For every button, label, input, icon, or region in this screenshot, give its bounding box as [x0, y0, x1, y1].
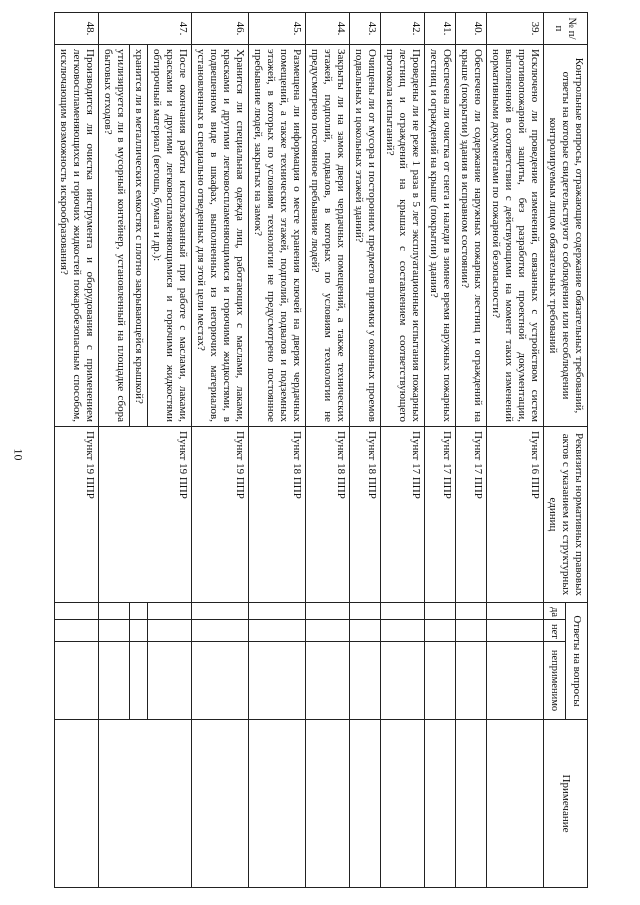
answer-no-cell[interactable] — [99, 620, 130, 642]
note-cell[interactable] — [350, 720, 381, 888]
answer-yes-cell[interactable] — [148, 603, 192, 620]
answer-na-cell[interactable] — [425, 642, 456, 720]
header-na: неприменимо — [544, 642, 566, 720]
checklist-table — [54, 12, 588, 888]
answer-na-cell[interactable] — [487, 642, 544, 720]
answer-na-cell[interactable] — [381, 642, 425, 720]
page-number: 10 — [11, 448, 26, 461]
answer-yes-cell[interactable] — [99, 603, 130, 620]
row-number: 44. — [306, 13, 350, 45]
answer-yes-cell[interactable] — [381, 603, 425, 620]
answer-yes-cell[interactable] — [249, 603, 306, 620]
row-number: 43. — [350, 13, 381, 45]
table-row — [350, 13, 381, 888]
table-row — [192, 13, 249, 888]
row-number: 42. — [381, 13, 425, 45]
table-row — [456, 13, 487, 888]
row-number: 48. — [55, 13, 99, 45]
row-reference: Пункт 18 ППР — [249, 427, 306, 603]
table-row — [148, 13, 192, 888]
row-reference: Пункт 16 ППР — [487, 427, 544, 603]
note-cell[interactable] — [55, 720, 99, 888]
answer-yes-cell[interactable] — [192, 603, 249, 620]
answer-na-cell[interactable] — [130, 642, 148, 720]
header-yes: да — [544, 603, 566, 620]
row-number: 40. — [456, 13, 487, 45]
answer-no-cell[interactable] — [381, 620, 425, 642]
answer-no-cell[interactable] — [148, 620, 192, 642]
answer-no-cell[interactable] — [130, 620, 148, 642]
answer-na-cell[interactable] — [350, 642, 381, 720]
row-subquestion: утилизируется ли в мусорный контейнер, установленный на площадке сбора бытовых отходов? — [99, 45, 130, 427]
answer-na-cell[interactable] — [192, 642, 249, 720]
table-row — [381, 13, 425, 888]
row-number: 46. — [192, 13, 249, 45]
header-num: № п/п — [544, 13, 588, 45]
answer-na-cell[interactable] — [456, 642, 487, 720]
answer-no-cell[interactable] — [249, 620, 306, 642]
row-subquestion: хранится ли в металлических емкостях с плотно закрывающейся крышкой? — [130, 45, 148, 427]
answer-yes-cell[interactable] — [306, 603, 350, 620]
answer-no-cell[interactable] — [425, 620, 456, 642]
row-reference: Пункт 17 ППР — [381, 427, 425, 603]
answer-no-cell[interactable] — [350, 620, 381, 642]
header-answers: Ответы на вопросы — [566, 603, 588, 720]
note-cell[interactable] — [425, 720, 456, 888]
header-requisites: Реквизиты нормативных правовых актов с указанием их структурных единиц — [544, 427, 588, 603]
answer-na-cell[interactable] — [306, 642, 350, 720]
rotated-page — [8, 12, 588, 887]
row-number: 47. — [99, 13, 192, 45]
row-reference: Пункт 17 ППР — [425, 427, 456, 603]
header-row — [566, 13, 588, 888]
table-row — [55, 13, 99, 888]
answer-na-cell[interactable] — [249, 642, 306, 720]
answer-no-cell[interactable] — [456, 620, 487, 642]
answer-no-cell[interactable] — [192, 620, 249, 642]
row-question: Закрыты ли на замок двери чердачных помещений, а также технических этажей, подполий, подвалов, в которых по условиям технологии не предусмотрено постоянное пребывание людей? — [306, 45, 350, 427]
answer-yes-cell[interactable] — [55, 603, 99, 620]
table-row — [487, 13, 544, 888]
row-question: Размещена ли информация о месте хранения ключей на дверях чердачных помещений, а также технических этажей, подполий, подвалов и подземных этажей, в которых по условиям технологии не предусмотрено постоянное пребывание людей, закрытых на замок? — [249, 45, 306, 427]
note-cell[interactable] — [249, 720, 306, 888]
row-reference: Пункт 18 ППР — [350, 427, 381, 603]
row-reference: Пункт 19 ППР — [55, 427, 99, 603]
row-question: Исключено ли проведение изменений, связанных с устройством систем противопожарной защиты, без разработки проектной документации, выполненной в соответствии с действующими на момент таких изменений нормативными документами по пожарной безопасности? — [487, 45, 544, 427]
table-row — [306, 13, 350, 888]
answer-no-cell[interactable] — [55, 620, 99, 642]
note-cell[interactable] — [192, 720, 249, 888]
row-question: Обеспечено ли содержание наружных пожарных лестниц и ограждений на крыше (покрытии) здания в исправном состоянии? — [456, 45, 487, 427]
answer-na-cell[interactable] — [148, 642, 192, 720]
note-cell[interactable] — [456, 720, 487, 888]
row-question: После окончания работы использованный при работе с маслами, лаками, красками и другими легковоспламеняющимися и горючими жидкостями обтирочный материал (ветошь, бумага и др.): — [148, 45, 192, 427]
answer-na-cell[interactable] — [55, 642, 99, 720]
answer-no-cell[interactable] — [306, 620, 350, 642]
header-no: нет — [544, 620, 566, 642]
header-note: Примечание — [544, 720, 588, 888]
answer-yes-cell[interactable] — [350, 603, 381, 620]
row-question: Обеспечена ли очистка от снега и наледи в зимнее время наружных пожарных лестниц и ограждений на крыше (покрытии) здания? — [425, 45, 456, 427]
row-number: 41. — [425, 13, 456, 45]
note-cell[interactable] — [306, 720, 350, 888]
row-reference: Пункт 18 ППР — [306, 427, 350, 603]
row-number: 39. — [487, 13, 544, 45]
row-question: Проведены ли не реже 1 раза в 5 лет эксплуатационные испытания пожарных лестниц и ограждений на крышах с составлением соответствующего протокола испытаний? — [381, 45, 425, 427]
row-question: Производится ли очистка инструмента и оборудования с применением легковоспламеняющихся и горючих жидкостей пожаробезопасным способом, исключающим возможность искрообразования? — [55, 45, 99, 427]
table-row — [425, 13, 456, 888]
header-question: Контрольные вопросы, отражающие содержание обязательных требований, ответы на которые свидетельствуют о соблюдении или несоблюдении контролируемым лицом обязательных требований — [544, 45, 588, 427]
answer-yes-cell[interactable] — [487, 603, 544, 620]
table-row — [249, 13, 306, 888]
answer-yes-cell[interactable] — [456, 603, 487, 620]
note-cell[interactable] — [381, 720, 425, 888]
row-reference: Пункт 19 ППР — [99, 427, 192, 603]
row-question: Очищены ли от мусора и посторонних предметов приямки у оконных проемов подвальных и цокольных этажей зданий? — [350, 45, 381, 427]
row-reference: Пункт 19 ППР — [192, 427, 249, 603]
row-reference: Пункт 17 ППР — [456, 427, 487, 603]
row-question: Хранится ли специальная одежда лиц, работающих с маслами, лаками, красками и другими легковоспламеняющимися и горючими жидкостями, в подвешенном виде в шкафах, выполненных из негорючих материалов, установленных в специально отведенных для этой цели местах? — [192, 45, 249, 427]
answer-yes-cell[interactable] — [425, 603, 456, 620]
answer-na-cell[interactable] — [99, 642, 130, 720]
answer-no-cell[interactable] — [487, 620, 544, 642]
row-number: 45. — [249, 13, 306, 45]
note-cell[interactable] — [487, 720, 544, 888]
note-cell[interactable] — [99, 720, 192, 888]
answer-yes-cell[interactable] — [130, 603, 148, 620]
